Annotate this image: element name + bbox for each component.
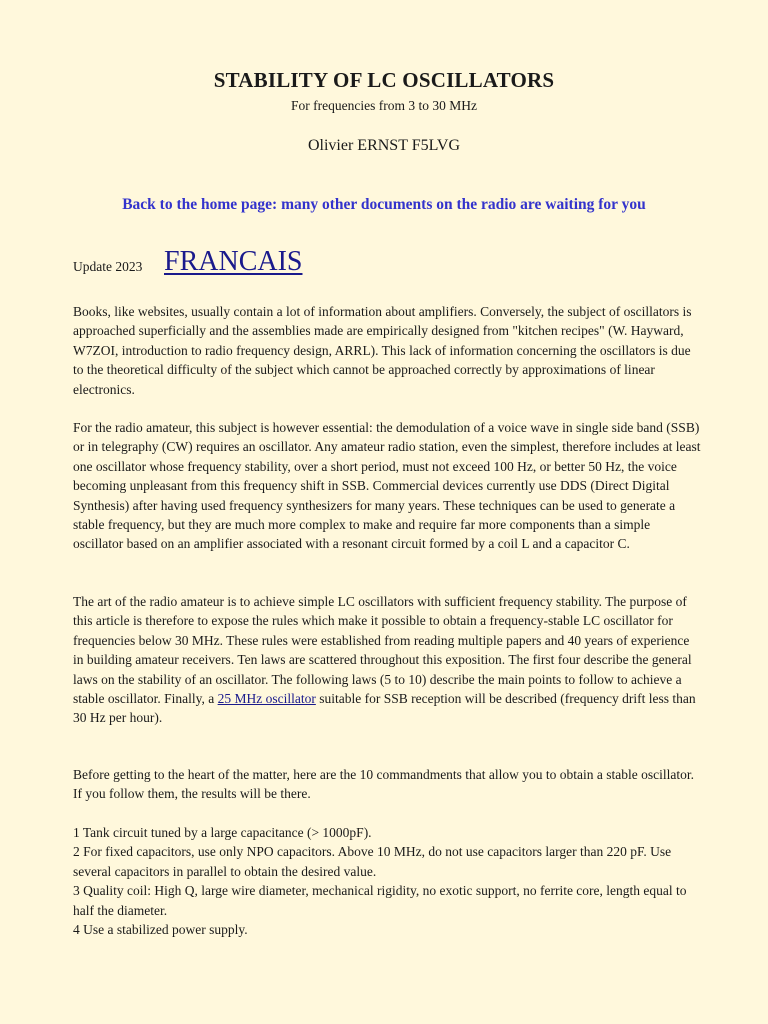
francais-link[interactable]: FRANCAIS (164, 246, 303, 277)
paragraph-commandments-intro (73, 765, 703, 804)
list-item: 3 Quality coil: High Q, large wire diameter, mechanical rigidity, no exotic support, no ferrite core, length equal to half the diameter. (73, 883, 687, 918)
paragraph-text-before: The art of the radio amateur is to achieve simple LC oscillators with sufficient frequency stability. The purpose of this article is therefore to expose the rules which make it possible to obtain a frequency-stable LC oscillator for frequencies below 30 MHz. These rules were established from reading multiple papers and 40 years of experience in building amateur receivers. Ten laws are scattered throughout this exposition. The first four describe the general laws on the stability of an oscillator. The following laws (5 to 10) describe the main points to follow to achieve a stable oscillator. Finally, a (73, 594, 692, 707)
commandments-list (73, 823, 703, 939)
paragraph-intro (73, 302, 703, 399)
home-page-link[interactable]: Back to the home page: many other documents on the radio are waiting for you (122, 196, 646, 213)
paragraph-art (73, 592, 703, 728)
list-item: 1 Tank circuit tuned by a large capacitance (> 1000pF). (73, 825, 372, 840)
paragraph-radio-amateur (73, 418, 703, 554)
paragraph-text: For the radio amateur, this subject is however essential: the demodulation of a voice wave in single side band (SSB) or in telegraphy (CW) requires an oscillator. Any amateur radio station, even the simplest, therefore includes at least one oscillator whose frequency stability, over a short period, must not exceed 100 Hz, or better 50 Hz, the voice becoming unpleasant from this frequency shift in SSB. Commercial devices currently use DDS (Direct Digital Synthesis) after having used frequency synthesizers for many years. These techniques can be used to generate a stable frequency, but they are much more complex to make and require far more components than a simple oscillator based on an amplifier associated with a resonant circuit formed by a coil L and a capacitor C. (73, 420, 701, 552)
paragraph-text: Before getting to the heart of the matter, here are the 10 commandments that allow you to obtain a stable oscillator. If you follow them, the results will be there. (73, 767, 695, 802)
list-item: 4 Use a stabilized power supply. (73, 922, 248, 938)
page-title: STABILITY OF LC OSCILLATORS (213, 68, 555, 92)
paragraph-text (73, 592, 703, 728)
paragraph-text-after: suitable for SSB reception will be described (frequency drift less than 30 Hz per hour). (73, 691, 696, 726)
author-name: Olivier ERNST F5LVG (307, 137, 460, 154)
list-item: 2 For fixed capacitors, use only NPO capacitors. Above 10 MHz, do not use capacitors larger than 220 pF. Use several capacitors in parallel to obtain the desired value. (73, 844, 672, 879)
oscillator-25mhz-link[interactable]: 25 MHz oscillator (217, 691, 316, 707)
page-subtitle: For frequencies from 3 to 30 MHz (291, 98, 477, 113)
update-label: Update 2023 (73, 259, 143, 274)
paragraph-text: Books, like websites, usually contain a lot of information about amplifiers. Conversely, the subject of oscillators is approached superficially and the assemblies made are empirically designed from "kitchen recipes" (W. Hayward, W7ZOI, introduction to radio frequency design, ARRL). This lack of information concerning the oscillators is due to the theoretical difficulty of the subject which cannot be approached correctly by approximations of linear electronics. (73, 304, 692, 397)
